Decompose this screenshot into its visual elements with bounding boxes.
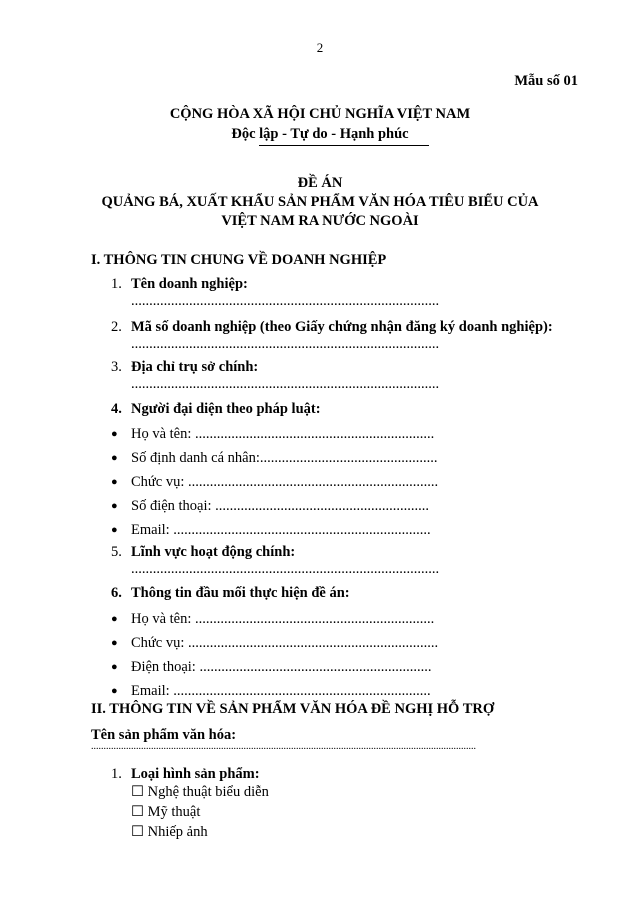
item-number: 1.	[111, 276, 122, 292]
product-name-label: Tên sản phẩm văn hóa:	[91, 727, 237, 743]
bullet-icon: ●	[111, 613, 118, 625]
item-label: Loại hình sản phẩm:	[131, 766, 260, 782]
bullet-icon: ●	[111, 685, 118, 697]
item-label: Lĩnh vực hoạt động chính:	[131, 544, 296, 560]
item-number: 5.	[111, 544, 122, 560]
item-dots: .....................................................................................	[131, 561, 440, 577]
contact-field: Họ và tên: ..................................................................	[131, 611, 435, 627]
product-name-dots: ..........................................................................................................................................................	[91, 741, 476, 752]
item-label: Thông tin đầu mối thực hiện đề án:	[131, 585, 350, 601]
checkbox-option-photography[interactable]: ☐ Nhiếp ảnh	[131, 824, 208, 840]
contact-field: Điện thoại: ................................................................	[131, 659, 432, 675]
item-label: Địa chỉ trụ sở chính:	[131, 359, 259, 375]
bullet-icon: ●	[111, 452, 118, 464]
rep-field: Chức vụ: .....................................................................	[131, 474, 439, 490]
checkbox-option-fine-arts[interactable]: ☐ Mỹ thuật	[131, 804, 201, 820]
rep-field: Số điện thoại: ...........................................................	[131, 498, 430, 514]
rep-field: Họ và tên: ..................................................................	[131, 426, 435, 442]
title-line-2: QUẢNG BÁ, XUẤT KHẨU SẢN PHẨM VĂN HÓA TIÊU BIỂU CỦA	[101, 194, 539, 210]
item-number: 2.	[111, 319, 122, 335]
page-number: 2	[316, 40, 324, 55]
item-label: Mã số doanh nghiệp (theo Giấy chứng nhận đăng ký doanh nghiệp):	[131, 319, 553, 335]
item-number: 6.	[111, 585, 122, 601]
bullet-icon: ●	[111, 524, 118, 536]
section-2-heading: II. THÔNG TIN VỀ SẢN PHẨM VĂN HÓA ĐỀ NGHỊ HỖ TRỢ	[91, 701, 495, 717]
bullet-icon: ●	[111, 637, 118, 649]
item-number: 4.	[111, 401, 122, 417]
checkbox-option-performing-arts[interactable]: ☐ Nghệ thuật biểu diễn	[131, 784, 269, 800]
item-label: Tên doanh nghiệp:	[131, 276, 248, 292]
bullet-icon: ●	[111, 428, 118, 440]
title-line-3: VIỆT NAM RA NƯỚC NGOÀI	[221, 213, 419, 229]
item-dots: .....................................................................................	[131, 376, 440, 392]
section-1-heading: I. THÔNG TIN CHUNG VỀ DOANH NGHIỆP	[91, 252, 387, 268]
motto: Độc lập - Tự do - Hạnh phúc	[231, 126, 409, 142]
item-dots: .....................................................................................	[131, 336, 440, 352]
form-code: Mẫu số 01	[514, 73, 578, 89]
bullet-icon: ●	[111, 476, 118, 488]
item-dots: .....................................................................................	[131, 293, 440, 309]
item-number: 3.	[111, 359, 122, 375]
bullet-icon: ●	[111, 661, 118, 673]
country-header: CỘNG HÒA XÃ HỘI CHỦ NGHĨA VIỆT NAM	[169, 106, 471, 122]
item-number: 1.	[111, 766, 122, 782]
contact-field: Chức vụ: .....................................................................	[131, 635, 439, 651]
contact-field: Email: .......................................................................	[131, 683, 431, 699]
rep-field: Số định danh cá nhân:.................................................	[131, 450, 438, 466]
bullet-icon: ●	[111, 500, 118, 512]
motto-underline	[259, 145, 429, 146]
item-label: Người đại diện theo pháp luật:	[131, 401, 321, 417]
rep-field: Email: .......................................................................	[131, 522, 431, 538]
title-line-1: ĐỀ ÁN	[297, 175, 343, 191]
